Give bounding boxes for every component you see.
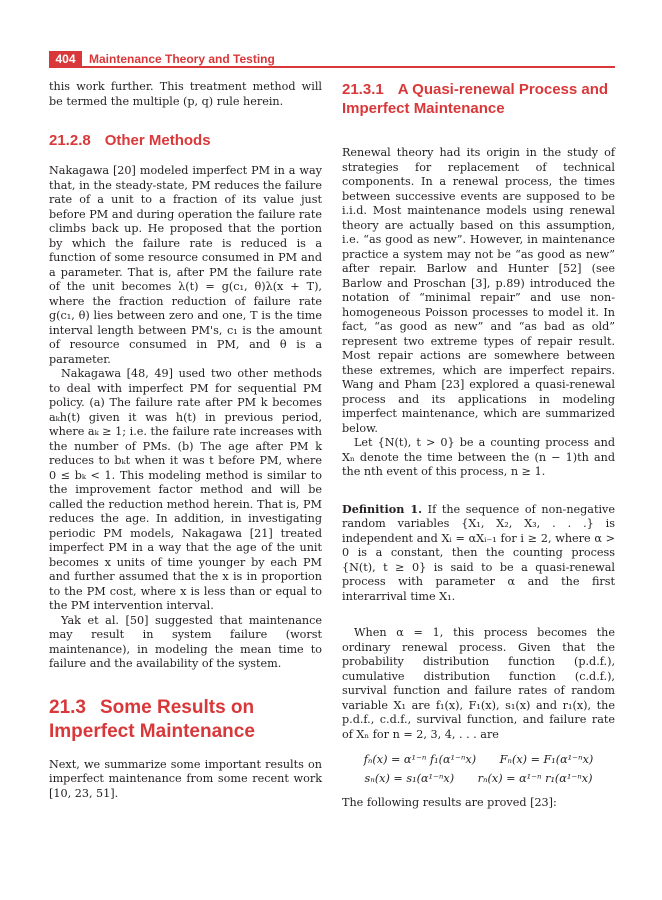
formula-row-2 (342, 771, 615, 786)
formula-failure-rate: rₙ(x) = α¹⁻ⁿ r₁(α¹⁻ⁿx) (477, 772, 593, 785)
formula-pdf: fₙ(x) = α¹⁻ⁿ f₁(α¹⁻ⁿx) (363, 753, 477, 766)
running-header (49, 51, 615, 67)
section-title: Other Methods (104, 132, 211, 149)
section-number: 21.2.8 (49, 132, 91, 149)
section-heading-quasi-renewal (342, 80, 615, 118)
section-heading-other-methods (49, 131, 322, 150)
paragraph: The following results are proved [23]: (342, 796, 557, 809)
paragraph: Let {N(t), t > 0} be a counting process and Xₙ denote the time between the (n − 1)th and the nth event of this process, n ≥ 1. (342, 436, 615, 478)
paragraph: Yak et al. [50] suggested that maintenance may result in system failure (worst maintenance), in modeling the mean time to failure and the availability of the system. (49, 613, 322, 670)
section-number: 21.3 (49, 696, 86, 718)
paragraph: Nakagawa [48, 49] used two other methods to deal with imperfect PM for sequential PM policy. (a) The failure rate after PM k becomes aₖh(t) given it was h(t) in previous period, where aₖ ≥ 1; i.e. the failure rate increases with the number of PMs. (b) The age after PM k reduces to bₖt when it was t before PM, where 0 ≤ bₖ < 1. This modeling method is similar to the improvement factor method and will be called the reduction method herein. That is, PM reduces the age. In addition, in investigating periodic PM models, Nakagawa [21] treated imperfect PM in a way that the age of the unit becomes x units of time younger by each PM and further assumed that the x is in proportion to the PM cost, where x is less than or equal to the PM intervention interval. (49, 367, 322, 612)
paragraph: When α = 1, this process becomes the ordinary renewal process. Given that the probability distribution function (p.d.f.), cumulative distribution function (c.d.f.), survival function and failure rates of random variable X₁ are f₁(x), F₁(x), s₁(x) and r₁(x), the p.d.f., c.d.f., survival function, and failure rate of Xₙ for n = 2, 3, 4, . . . are (342, 626, 615, 741)
right-column (342, 80, 615, 811)
section-heading-results (49, 696, 322, 744)
section-number: 21.3.1 (342, 81, 384, 98)
paragraph: Next, we summarize some important results on imperfect maintenance from some recent work [10, 23, 51]. (49, 757, 322, 800)
paragraph: Nakagawa [20] modeled imperfect PM in a way that, in the steady-state, PM reduces the failure rate of a unit to a fraction of its value just before PM and during operation the failure rate climbs back up. He proposed that the portion by which the failure rate is reduced is a function of some resource consumed in PM and a parameter. That is, after PM the failure rate of the unit becomes λ(t) = g(c₁, θ)λ(x + T), where the fraction reduction of failure rate g(c₁, θ) lies between zero and one, T is the time interval length between PM's, c₁ is the amount of resource consumed in PM, and θ is a parameter. (49, 164, 322, 366)
definition (342, 502, 615, 605)
definition-label: Definition 1. (342, 501, 423, 516)
formula-cdf: Fₙ(x) = F₁(α¹⁻ⁿx) (499, 753, 594, 766)
section-title: A Quasi-renewal Process and Imperfect Maintenance (342, 81, 609, 117)
left-column (49, 80, 322, 801)
header-rule (49, 66, 615, 68)
paragraph: Renewal theory had its origin in the study of strategies for replacement of technical components. In a renewal process, the times between successive events are supposed to be i.i.d. Most maintenance models using renewal theory are actually based on this assumption, i.e. “as good as new”. However, in maintenance practice a system may not be “as good as new” after repair. Barlow and Hunter [52] (see Barlow and Proschan [3], p.89) introduced the notation of “minimal repair” and use non-homogeneous Poisson processes to model it. In fact, “as good as new” and “as bad as old” represent two extreme types of repair result. Most repair actions are somewhere between these extremes, which are imperfect repairs. Wang and Pham [23] explored a quasi-renewal process and its applications in modeling imperfect maintenance, which are summarized below. (342, 146, 615, 435)
section-title: Some Results on Imperfect Maintenance (49, 696, 255, 742)
formula-row-1 (342, 752, 615, 767)
running-title: Maintenance Theory and Testing (89, 52, 275, 66)
formula-survival: sₙ(x) = s₁(α¹⁻ⁿx) (364, 772, 455, 785)
intro-paragraph: this work further. This treatment method will be termed the multiple (p, q) rule herein. (49, 80, 322, 108)
page-number: 404 (55, 52, 76, 66)
definition-text: If the sequence of non-negative random variables {X₁, X₂, X₃, . . .} is independent and Xᵢ = αXᵢ₋₁ for i ≥ 2, where α > 0 is a constant, then the counting process {N(t), t ≥ 0} is said to be a quasi-renewal process with parameter α and the first interarrival time X₁. (342, 502, 615, 603)
